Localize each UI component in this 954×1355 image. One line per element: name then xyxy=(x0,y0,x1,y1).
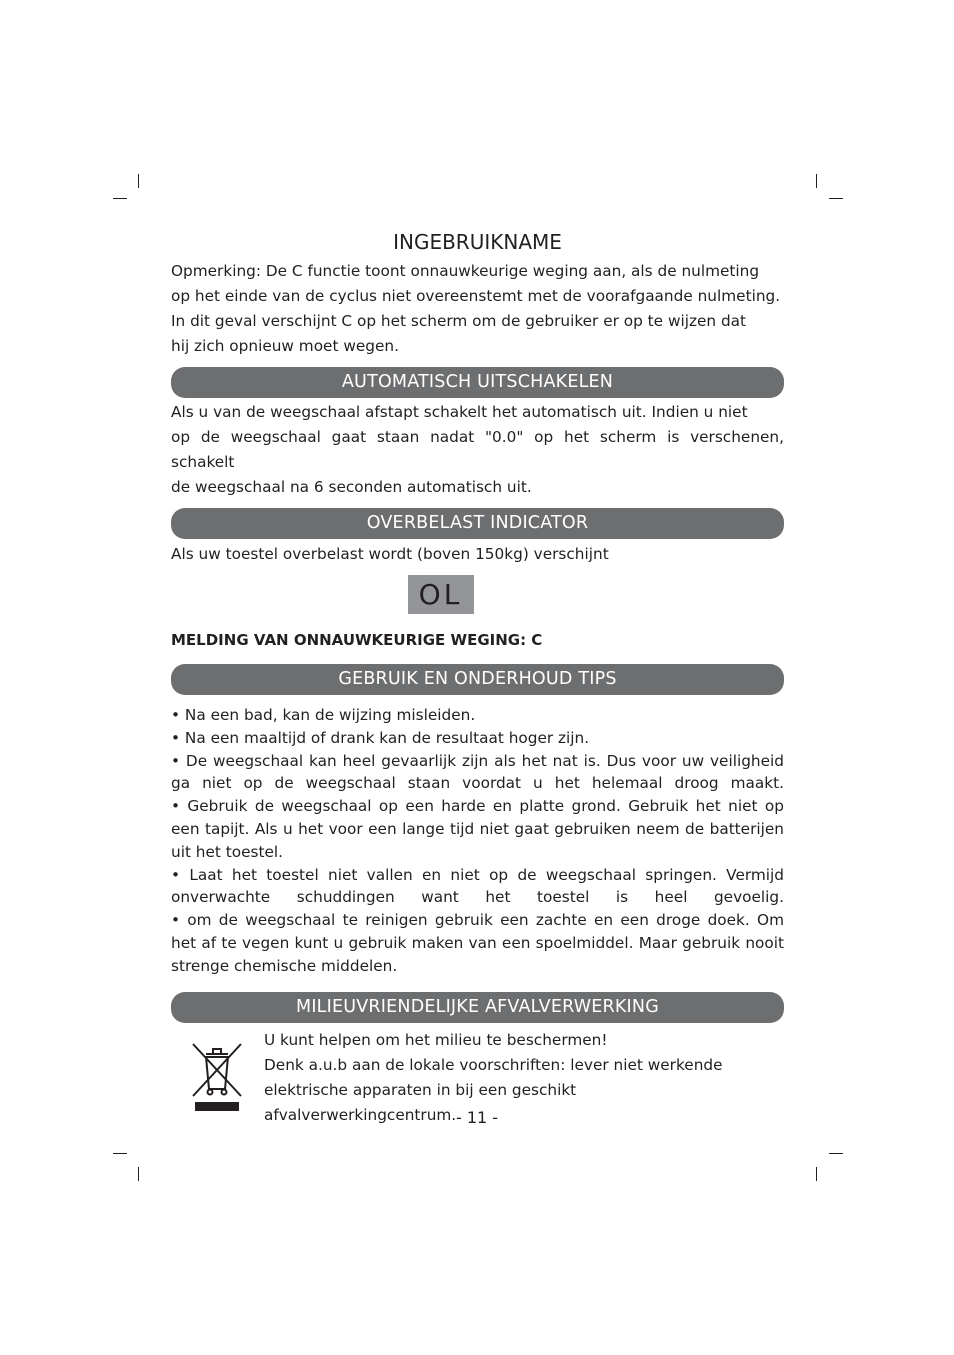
intro-paragraph xyxy=(171,259,784,359)
list-item: • Na een bad, kan de wijzing misleiden. xyxy=(171,706,476,724)
list-item: ga niet op de weegschaal staan voordat u het helemaal droog maakt. xyxy=(171,774,784,793)
page-number: - 11 - xyxy=(455,1108,499,1127)
list-item: • Gebruik de weegschaal op een harde en platte grond. Gebruik het niet op xyxy=(171,797,784,816)
text-line: op de weegschaal gaat staan nadat "0.0" op het scherm is verschenen, schakelt xyxy=(171,428,784,471)
heading-tips: GEBRUIK EN ONDERHOUD TIPS xyxy=(171,664,784,695)
inaccurate-weighing-label: MELDING VAN ONNAUWKEURIGE WEGING: C xyxy=(171,631,543,649)
list-item: strenge chemische middelen. xyxy=(171,956,398,975)
text-line: Opmerking: De C functie toont onnauwkeurige weging aan, als de nulmeting xyxy=(171,262,760,280)
list-item: • om de weegschaal te reinigen gebruik een zachte en een droge doek. Om xyxy=(171,911,784,930)
section-title: INGEBRUIKNAME xyxy=(393,230,562,254)
text-line: hij zich opnieuw moet wegen. xyxy=(171,337,399,355)
crop-mark xyxy=(829,198,843,199)
tips-list xyxy=(171,704,784,978)
list-item: het af te vegen kunt u gebruik maken van een spoelmiddel. Maar gebruik nooit xyxy=(171,933,784,952)
overload-text: Als uw toestel overbelast wordt (boven 150kg) verschijnt xyxy=(171,545,609,563)
crop-mark xyxy=(816,1167,817,1181)
list-item: een tapijt. Als u het voor een lange tijd niet gaat gebruiken neem de batterijen xyxy=(171,819,784,838)
text-line: de weegschaal na 6 seconden automatisch uit. xyxy=(171,478,532,496)
list-item: uit het toestel. xyxy=(171,842,284,861)
list-item: onverwachte schuddingen want het toestel is heel gevoelig. xyxy=(171,888,784,907)
list-item: • Na een maaltijd of drank kan de resultaat hoger zijn. xyxy=(171,728,590,747)
crop-mark xyxy=(829,1153,843,1154)
text-line: op het einde van de cyclus niet overeenstemt met de voorafgaande nulmeting. xyxy=(171,287,781,305)
text-line: elektrische apparaten in bij een geschikt xyxy=(264,1080,577,1099)
crop-mark xyxy=(138,1167,139,1181)
ol-display-wrap xyxy=(171,575,784,615)
text-line: In dit geval verschijnt C op het scherm om de gebruiker er op te wijzen dat xyxy=(171,312,747,330)
ol-display: OL xyxy=(408,575,474,614)
text-line: Denk a.u.b aan de lokale voorschriften: lever niet werkende xyxy=(264,1055,723,1074)
heading-eco: MILIEUVRIENDELIJKE AFVALVERWERKING xyxy=(171,992,784,1023)
page-content xyxy=(171,228,784,1128)
auto-off-paragraph xyxy=(171,400,784,500)
heading-overload: OVERBELAST INDICATOR xyxy=(171,508,784,539)
text-line: Als u van de weegschaal afstapt schakelt het automatisch uit. Indien u niet xyxy=(171,403,748,421)
list-item: • Laat het toestel niet vallen en niet op de weegschaal springen. Vermijd xyxy=(171,865,784,884)
heading-auto-off: AUTOMATISCH UITSCHAKELEN xyxy=(171,367,784,398)
list-item: • De weegschaal kan heel gevaarlijk zijn als het nat is. Dus voor uw veiligheid xyxy=(171,751,784,770)
crop-mark xyxy=(138,174,139,188)
crop-mark xyxy=(113,198,127,199)
crop-mark xyxy=(816,174,817,188)
text-line: afvalverwerkingcentrum. xyxy=(264,1105,457,1124)
text-line: U kunt helpen om het milieu te beschermen! xyxy=(264,1030,608,1049)
crop-mark xyxy=(113,1153,127,1154)
